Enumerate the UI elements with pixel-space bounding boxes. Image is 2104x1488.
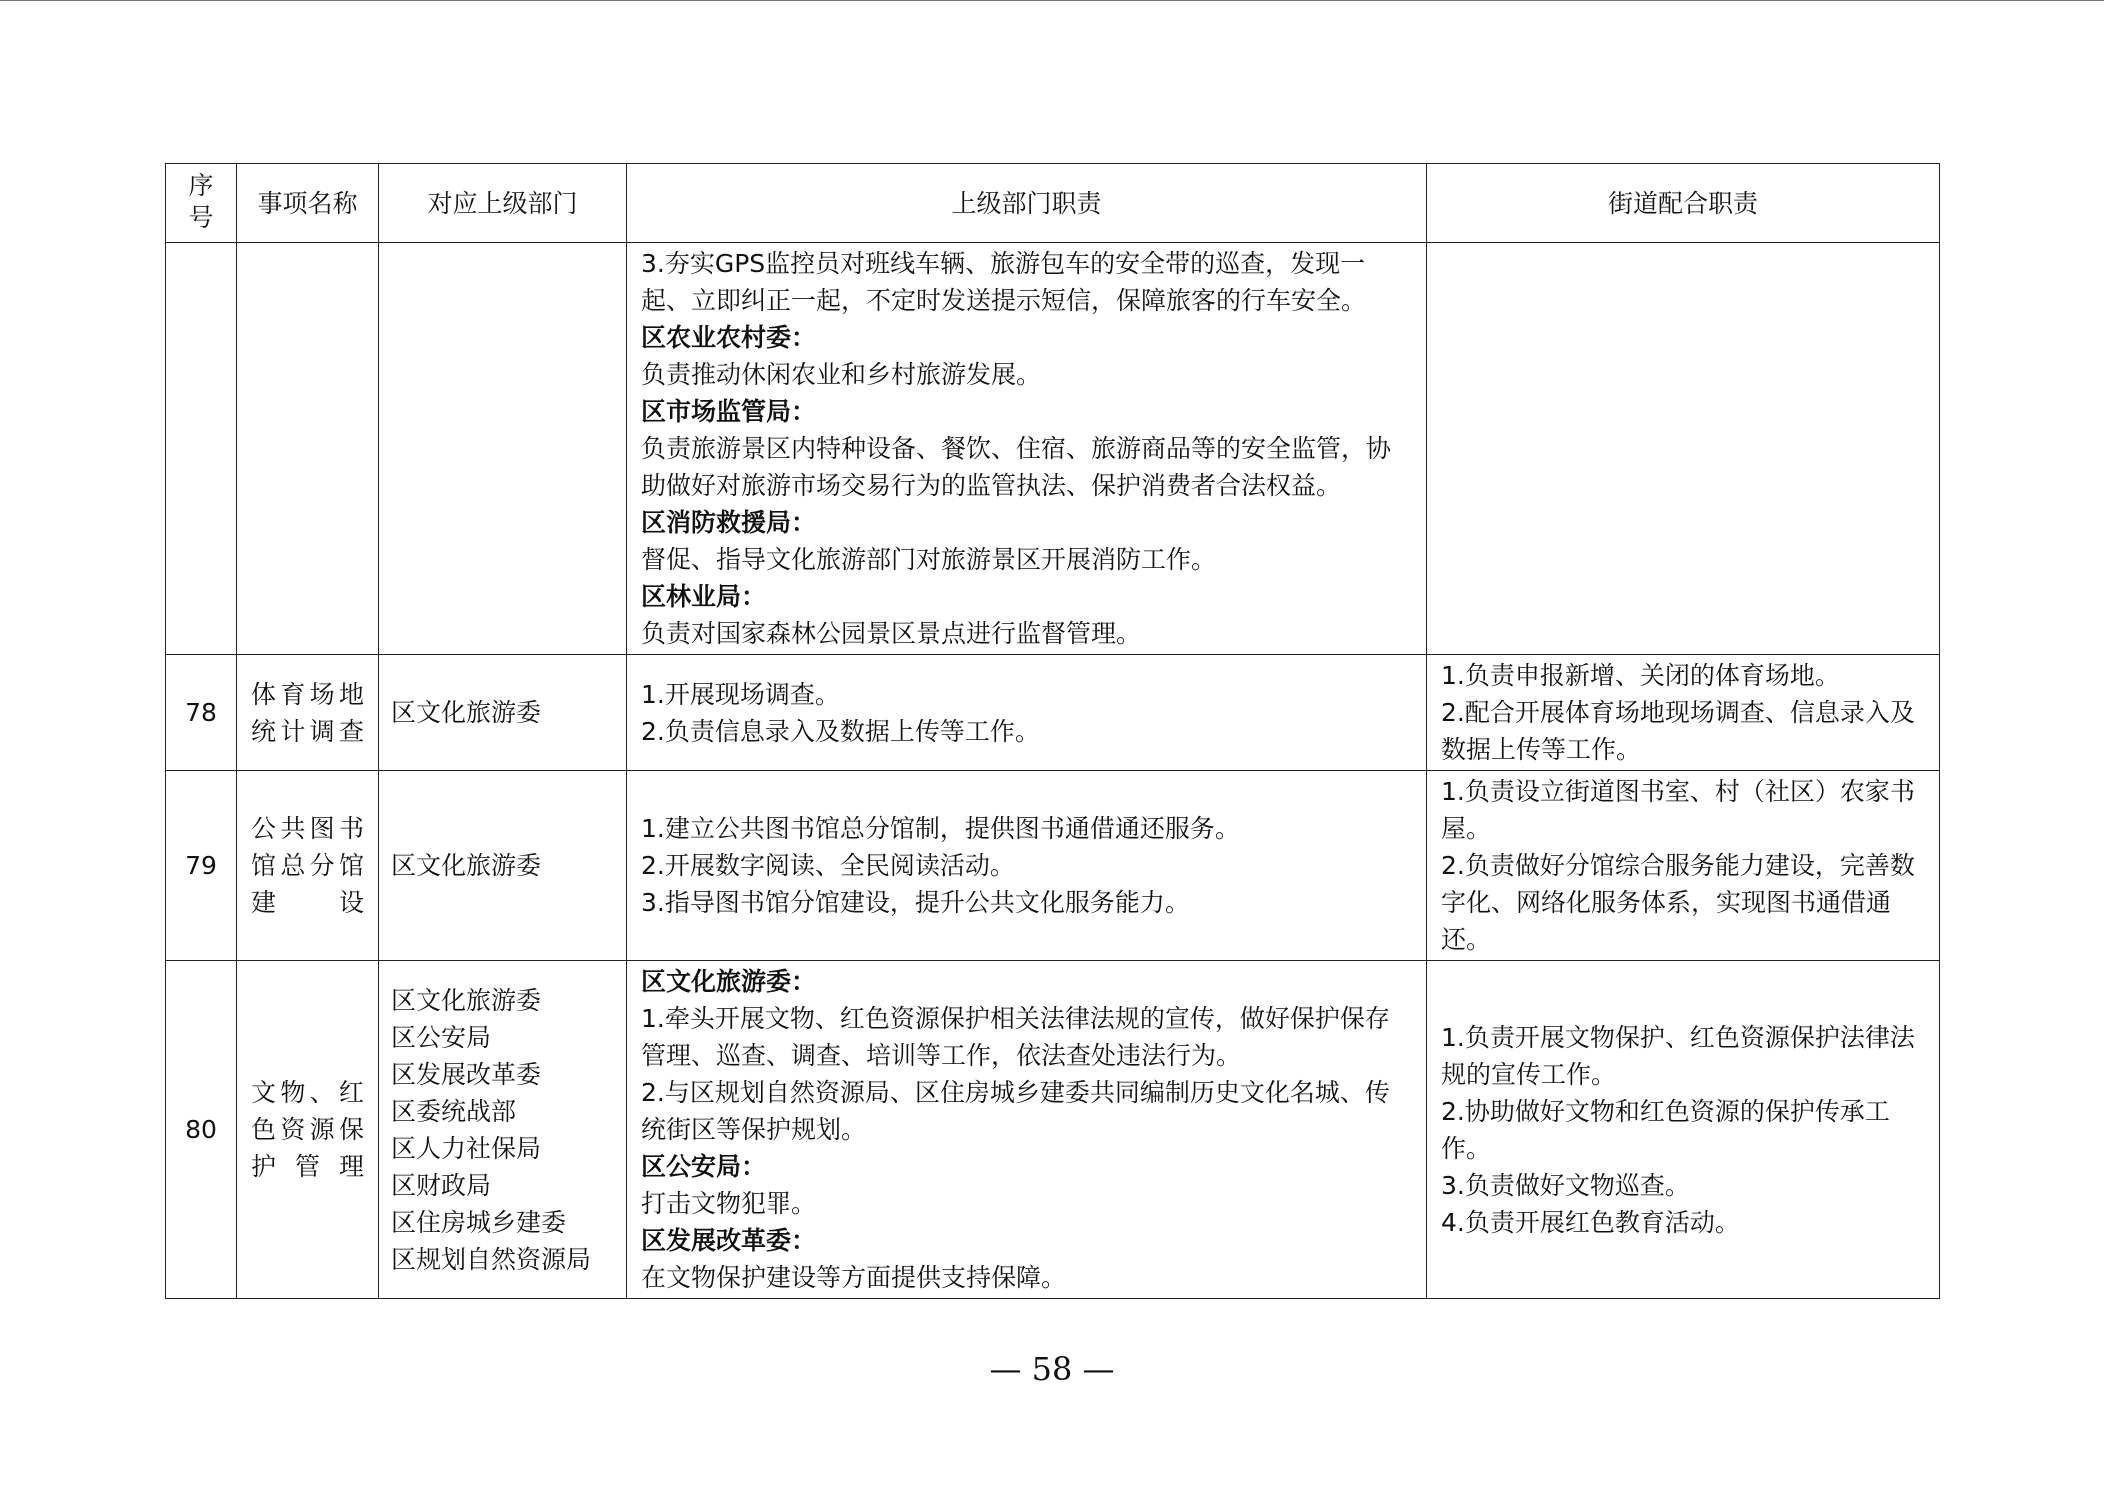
page-top-border	[0, 0, 2104, 1]
duty-dept-heading: 区发展改革委：	[641, 1226, 817, 1255]
street-line: 2.协助做好文物和红色资源的保护传承工作。	[1441, 1096, 1890, 1163]
duty-line: 负责对国家森林公园景区景点进行监督管理。	[641, 619, 1142, 648]
cell-duties	[627, 655, 1427, 771]
header-superior-dept: 对应上级部门	[379, 164, 627, 243]
duty-dept-heading: 区文化旅游委：	[641, 967, 817, 996]
duty-dept-heading: 区农业农村委：	[641, 323, 817, 352]
duty-dept-heading: 区市场监管局：	[641, 397, 817, 426]
dept-line: 区人力社保局	[391, 1133, 542, 1163]
responsibility-table	[165, 163, 1940, 1299]
street-line: 2.配合开展体育场地现场调查、信息录入及数据上传等工作。	[1441, 698, 1915, 764]
cell-num: 79	[166, 771, 237, 961]
table-row-continued	[166, 243, 1940, 655]
table-row	[166, 655, 1940, 771]
cell-street	[1427, 961, 1940, 1299]
cell-name: 文物、红色资源保护管理	[237, 961, 379, 1299]
street-line: 3.负责做好文物巡查。	[1441, 1170, 1690, 1200]
dept-line: 区文化旅游委	[391, 851, 542, 880]
dept-line: 区财政局	[391, 1170, 492, 1200]
duty-line: 在文物保护建设等方面提供支持保障。	[641, 1263, 1067, 1292]
cell-street	[1427, 771, 1940, 961]
cell-dept	[379, 771, 627, 961]
duty-dept-heading: 区消防救援局：	[641, 508, 817, 537]
cell-duties	[627, 771, 1427, 961]
cell-name: 公共图书馆总分馆建设	[237, 771, 379, 961]
duty-line: 3.夯实GPS监控员对班线车辆、旅游包车的安全带的巡查，发现一起、立即纠正一起，不定时发送提示短信，保障旅客的行车安全。	[641, 249, 1367, 315]
duty-line: 负责推动休闲农业和乡村旅游发展。	[641, 360, 1042, 389]
cell-dept	[379, 243, 627, 655]
street-line: 2.负责做好分馆综合服务能力建设，完善数字化、网络化服务体系，实现图书通借通还。	[1441, 851, 1915, 954]
page-number: — 58 —	[989, 1350, 1115, 1388]
cell-street	[1427, 655, 1940, 771]
dept-line: 区住房城乡建委	[391, 1207, 567, 1237]
street-line: 1.负责开展文物保护、红色资源保护法律法规的宣传工作。	[1441, 1022, 1915, 1089]
table-row	[166, 961, 1940, 1299]
cell-dept	[379, 961, 627, 1299]
dept-line: 区发展改革委	[391, 1059, 542, 1089]
cell-dept	[379, 655, 627, 771]
duty-line: 负责旅游景区内特种设备、餐饮、住宿、旅游商品等的安全监管，协助做好对旅游市场交易行为的监管执法、保护消费者合法权益。	[641, 434, 1392, 500]
duty-line: 1.建立公共图书馆总分馆制，提供图书通借通还服务。	[641, 814, 1240, 843]
header-street-duties: 街道配合职责	[1427, 164, 1940, 243]
duty-dept-heading: 区林业局：	[641, 582, 767, 611]
duty-line: 打击文物犯罪。	[641, 1189, 817, 1218]
cell-duties	[627, 961, 1427, 1299]
duty-line: 1.牵头开展文物、红色资源保护相关法律法规的宣传，做好保护保存管理、巡查、调查、培训等工作，依法查处违法行为。	[641, 1004, 1390, 1070]
dept-line: 区文化旅游委	[391, 698, 542, 727]
duty-line: 2.与区规划自然资源局、区住房城乡建委共同编制历史文化名城、传统街区等保护规划。	[641, 1078, 1390, 1144]
street-line: 4.负责开展红色教育活动。	[1441, 1207, 1740, 1237]
dept-line: 区文化旅游委	[391, 985, 542, 1015]
duty-line: 3.指导图书馆分馆建设，提升公共文化服务能力。	[641, 888, 1190, 917]
header-superior-duties: 上级部门职责	[627, 164, 1427, 243]
cell-duties	[627, 243, 1427, 655]
cell-num	[166, 243, 237, 655]
duty-line: 2.开展数字阅读、全民阅读活动。	[641, 851, 1015, 880]
duty-dept-heading: 区公安局：	[641, 1152, 767, 1181]
table-row	[166, 771, 1940, 961]
duty-line: 2.负责信息录入及数据上传等工作。	[641, 716, 1040, 746]
duty-line: 1.开展现场调查。	[641, 679, 840, 709]
cell-num: 80	[166, 961, 237, 1299]
dept-line: 区公安局	[391, 1022, 492, 1052]
table-header-row	[166, 164, 1940, 243]
duty-line: 督促、指导文化旅游部门对旅游景区开展消防工作。	[641, 545, 1217, 574]
header-item-name: 事项名称	[237, 164, 379, 243]
street-line: 1.负责申报新增、关闭的体育场地。	[1441, 661, 1840, 690]
header-seq: 序号	[166, 164, 237, 243]
cell-street	[1427, 243, 1940, 655]
cell-name: 体育场地统计调查	[237, 655, 379, 771]
street-line: 1.负责设立街道图书室、村（社区）农家书屋。	[1441, 777, 1915, 843]
cell-name	[237, 243, 379, 655]
dept-line: 区规划自然资源局	[391, 1244, 592, 1274]
dept-line: 区委统战部	[391, 1096, 517, 1126]
cell-num: 78	[166, 655, 237, 771]
